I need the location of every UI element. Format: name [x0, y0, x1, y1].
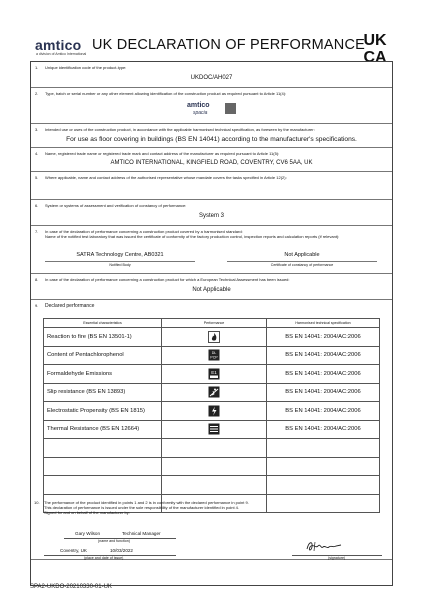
performance-table	[43, 318, 380, 513]
table-row	[44, 420, 380, 439]
section-label: Name, registered trade name or registered trade mark and contact address of the manufacturer as required pursuant to Article 11(5):	[45, 151, 280, 156]
characteristic-cell: Electrostatic Propensity (BS EN 1815)	[44, 402, 162, 421]
performance-cell	[162, 328, 267, 347]
ukca-mark-line2: CA	[363, 49, 387, 64]
page-title: UK DECLARATION OF PERFORMANCE	[92, 37, 366, 53]
fire-reaction-icon	[208, 334, 220, 340]
section-4	[31, 148, 392, 172]
performance-cell	[162, 476, 267, 495]
section-6	[31, 200, 392, 226]
signer-name: Gary Wilson	[75, 531, 101, 536]
product-code: UKDOC/AH027	[190, 75, 233, 81]
table-row	[44, 383, 380, 402]
column-header: Harmonised technical specification	[267, 319, 380, 328]
section-number: 10.	[34, 500, 40, 505]
signature-image	[305, 539, 345, 553]
performance-cell	[162, 439, 267, 458]
intended-use: For use as floor covering in buildings (BS EN 14041) according to the manufacturer's specifications.	[66, 136, 357, 143]
product-swatch-icon	[225, 103, 236, 114]
performance-cell	[162, 420, 267, 439]
european-technical-assessment: Not Applicable	[192, 287, 231, 293]
section-number: 2.	[35, 91, 39, 96]
section-2	[31, 88, 392, 124]
declaration-line-3: Signed for and on behalf of the manufacturer by:	[44, 510, 130, 515]
table-row	[44, 402, 380, 421]
table-row	[44, 346, 380, 365]
divider	[45, 261, 195, 262]
product-logo-name: amtico	[187, 102, 210, 109]
product-logo-sub: spacia	[193, 110, 208, 116]
ukca-mark-icon	[358, 30, 392, 64]
section-label-secondary: Name of the notified test laboratory that was issued the certificate of conformity of the factory production control, inspection reports and calculation reports (if relevant):	[45, 234, 340, 239]
standard-cell	[267, 476, 380, 495]
notified-body: SATRA Technology Centre, AB0321	[76, 252, 164, 258]
performance-cell	[162, 365, 267, 384]
standard-cell: BS EN 14041: 2004/AC:2006	[267, 420, 380, 439]
certificate-caption: Certificate of constancy of performance	[270, 263, 334, 267]
section-number: 6.	[35, 203, 39, 208]
declaration-line-1: The performance of the product identified in points 1 and 2 is in conformity with the declared performance in point 9.	[44, 500, 249, 505]
standard-cell: BS EN 14041: 2004/AC:2006	[267, 346, 380, 365]
name-caption: (name and function)	[98, 539, 130, 543]
characteristic-cell: Content of Pentachlorophenol	[44, 346, 162, 365]
section-3	[31, 124, 392, 148]
section-label: In case of the declaration of performance concerning a construction product covered by a harmonised standard:	[45, 229, 243, 234]
declaration-line-2: This declaration of performance is issued under the sole responsibility of the manufacturer identified in point 4.	[44, 505, 239, 510]
brand-name: amtico	[35, 37, 82, 53]
section-label: Type, batch or serial number or any other element allowing identification of the construction product as required pursuant to Article 11(4):	[45, 91, 287, 96]
ukca-mark-line1: UK	[363, 32, 387, 49]
section-number: 8.	[35, 277, 39, 282]
table-header-row	[44, 319, 380, 328]
divider	[227, 261, 377, 262]
assessment-system: System 3	[198, 213, 224, 219]
section-number: 7.	[35, 229, 39, 234]
section-1	[31, 62, 392, 88]
standard-cell: BS EN 14041: 2004/AC:2006	[267, 383, 380, 402]
characteristic-cell	[44, 439, 162, 458]
standard-cell: BS EN 14041: 2004/AC:2006	[267, 402, 380, 421]
issue-place: Coventry, UK	[60, 548, 87, 553]
table-row	[44, 457, 380, 476]
formaldehyde-icon	[208, 371, 220, 377]
standard-cell: BS EN 14041: 2004/AC:2006	[267, 328, 380, 347]
amtico-logo	[35, 38, 86, 56]
thermal-resistance-icon	[208, 427, 220, 433]
performance-cell	[162, 346, 267, 365]
characteristic-cell: Reaction to fire (BS EN 13501-1)	[44, 328, 162, 347]
section-number: 9.	[35, 303, 39, 308]
table-row	[44, 439, 380, 458]
brand-tagline: a division of Amtico International	[36, 52, 87, 56]
section-label: Intended use or uses of the construction product, in accordance with the applicable harmonised technical specification, as foreseen by the manufacturer:	[45, 127, 315, 132]
signer-title: Technical Manager	[122, 531, 161, 536]
section-label: Unique identification code of the product-type:	[45, 65, 127, 70]
manufacturer-address: AMTICO INTERNATIONAL, KINGFIELD ROAD, COVENTRY, CV6 5AA, UK	[110, 160, 313, 166]
declaration-signature-block	[30, 497, 393, 586]
certificate-value: Not Applicable	[284, 252, 320, 258]
standard-cell	[267, 457, 380, 476]
signature-caption: (signature)	[328, 556, 346, 560]
section-number: 3.	[35, 127, 39, 132]
amtico-spacia-logo	[185, 102, 245, 120]
section-5	[31, 172, 392, 200]
section-label: Declared performance	[45, 303, 95, 309]
notified-body-caption: Notified Body	[109, 263, 131, 267]
document-header	[0, 0, 424, 64]
svg-text:DL: DL	[211, 351, 217, 356]
section-number: 1.	[35, 65, 39, 70]
performance-cell	[162, 457, 267, 476]
performance-cell	[162, 383, 267, 402]
pcp-content-icon	[208, 353, 220, 359]
issue-date: 10/03/2022	[110, 548, 133, 553]
svg-text:PCP: PCP	[210, 355, 218, 360]
characteristic-cell: Formaldehyde Emissions	[44, 365, 162, 384]
section-number: 5.	[35, 175, 39, 180]
section-7	[31, 226, 392, 274]
characteristic-cell	[44, 457, 162, 476]
characteristic-cell	[44, 476, 162, 495]
performance-cell	[162, 402, 267, 421]
place-date-caption: (place and date of issue)	[84, 556, 124, 560]
document-code: SPA2-UKDO-20210330-01-UK	[30, 584, 112, 590]
section-label: In case of the declaration of performance concerning a construction product for which a European Technical Assessment has been issued:	[45, 277, 290, 282]
electrostatic-icon	[208, 408, 220, 414]
section-label: Where applicable, name and contact address of the authorised representative whose mandate covers the tasks specified in Article 12(2):	[45, 175, 287, 180]
characteristic-cell: Slip resistance (BS EN 13893)	[44, 383, 162, 402]
table-row	[44, 365, 380, 384]
section-8	[31, 274, 392, 300]
characteristic-cell: Thermal Resistance (BS EN 12664)	[44, 420, 162, 439]
column-header: Performance	[162, 319, 267, 328]
table-row	[44, 476, 380, 495]
standard-cell	[267, 439, 380, 458]
standard-cell: BS EN 14041: 2004/AC:2006	[267, 365, 380, 384]
section-label: System or systems of assessment and verification of constancy of performance:	[45, 203, 187, 208]
table-row	[44, 328, 380, 347]
svg-text:E1: E1	[211, 369, 217, 375]
section-number: 4.	[35, 151, 39, 156]
slip-resistance-icon	[208, 390, 220, 396]
column-header: Essential characteristics	[44, 319, 162, 328]
